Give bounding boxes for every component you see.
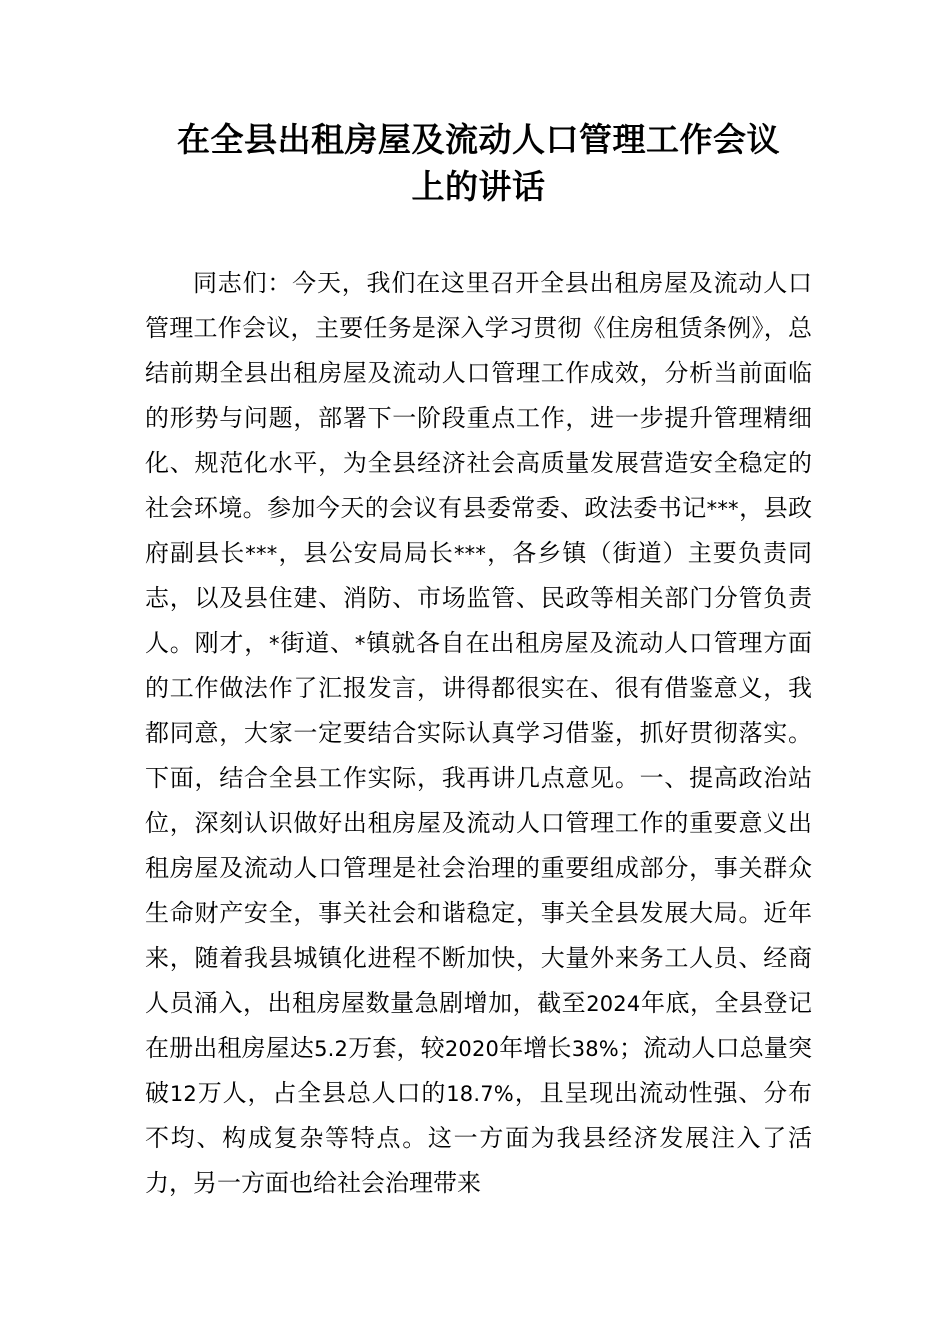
inline-figure: *** [453,542,487,566]
document-body [145,262,812,1207]
inline-figure: *** [245,542,278,566]
inline-figure: 12 [169,1082,197,1106]
inline-figure: 5.2 [314,1037,349,1061]
inline-figure: * [354,632,366,656]
inline-figure: 38% [571,1037,619,1061]
body-paragraph: 同志们：今天，我们在这里召开全县出租房屋及流动人口管理工作会议，主要任务是深入学习贯彻《住房租赁条例》，总结前期全县出租房屋及流动人口管理工作成效，分析当前面临的形势与问题，部署下一阶段重点工作，进一步提升管理精细化、规范化水平，为全县经济社会高质量发展营造安全稳定的社会环境。参加今天的会议有县委常委、政法委书记***，县政府副县长***，县公安局局长***，各乡镇（街道）主要负责同志，以及县住建、消防、市场监管、民政等相关部门分管负责人。刚才，*街道、*镇就各自在出租房屋及流动人口管理方面的工作做法作了汇报发言，讲得都很实在、很有借鉴意义，我都同意，大家一定要结合实际认真学习借鉴，抓好贯彻落实。下面，结合全县工作实际，我再讲几点意见。一、提高政治站位，深刻认识做好出租房屋及流动人口管理工作的重要意义出租房屋及流动人口管理是社会治理的重要组成部分，事关群众生命财产安全，事关社会和谐稳定，事关全县发展大局。近年来，随着我县城镇化进程不断加快，大量外来务工人员、经商人员涌入，出租房屋数量急剧增加，截至2024年底，全县登记在册出租房屋达5.2万套，较2020年增长38%；流动人口总量突破12万人，占全县总人口的18.7%，且呈现出流动性强、分布不均、构成复杂等特点。这一方面为我县经济发展注入了活力，另一方面也给社会治理带来 [145,271,813,1197]
page-content-column [145,0,812,1207]
page-title-line-2: 上的讲话 [411,167,546,206]
page-title [145,0,812,210]
page-title-line-1: 在全县出租房屋及流动人口管理工作会议 [177,120,780,159]
inline-figure: 2024 [586,992,641,1016]
inline-figure: *** [706,497,739,521]
inline-figure: * [269,632,280,656]
inline-figure: 2020 [444,1037,500,1061]
inline-figure: 18.7% [446,1082,514,1106]
